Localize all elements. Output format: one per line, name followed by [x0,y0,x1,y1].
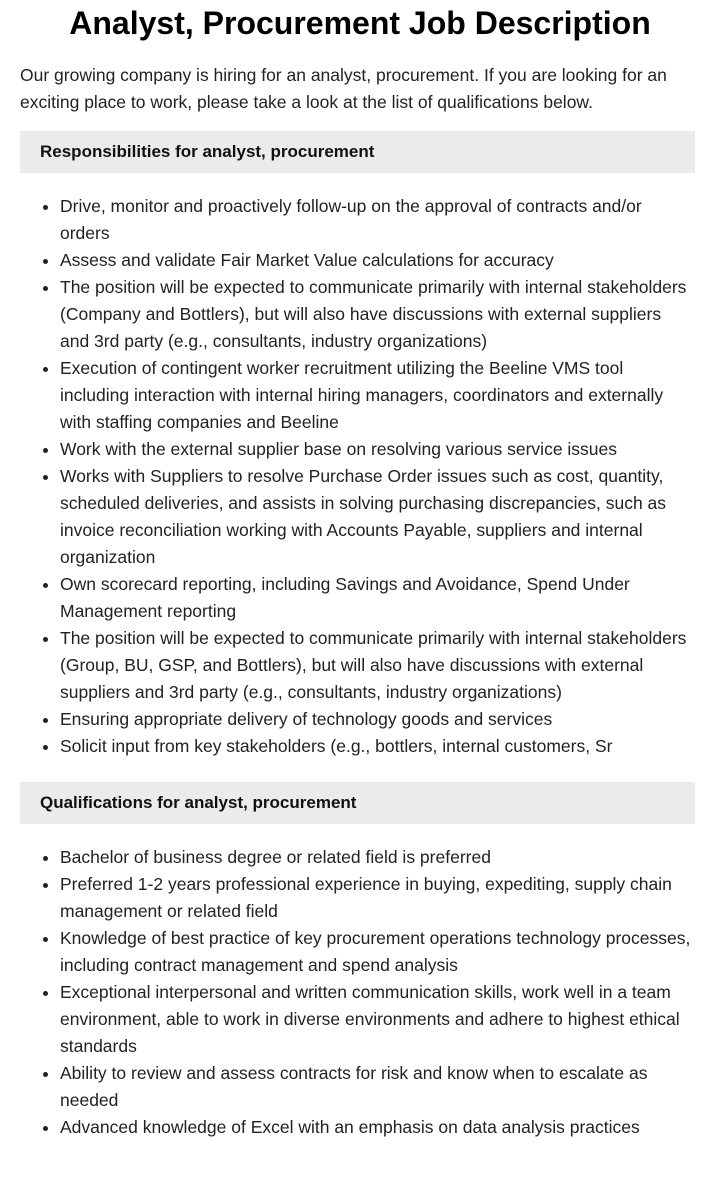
list-item: • Own scorecard reporting, including Savings and Avoidance, Spend Under Management reporting [60,571,692,625]
list-item: • Exceptional interpersonal and written communication skills, work well in a team environment, able to work in diverse environments and adhere to highest ethical standards [60,979,692,1060]
list-item: • Solicit input from key stakeholders (e.g., bottlers, internal customers, Sr [60,733,692,760]
list-item: • Knowledge of best practice of key procurement operations technology processes, including contract management and spend analysis [60,925,692,979]
list-item: • Execution of contingent worker recruitment utilizing the Beeline VMS tool including interaction with internal hiring managers, coordinators and externally with staffing companies and Beeline [60,355,692,436]
list-item: • Preferred 1-2 years professional experience in buying, expediting, supply chain management or related field [60,871,692,925]
responsibilities-list [20,193,692,760]
responsibilities-heading: Responsibilities for analyst, procurement [20,131,695,173]
list-item: • Ability to review and assess contracts for risk and know when to escalate as needed [60,1060,692,1114]
list-item: • The position will be expected to communicate primarily with internal stakeholders (Group, BU, GSP, and Bottlers), but will also have discussions with external suppliers and 3rd party (e.g., consultants, industry organizations) [60,625,692,706]
list-item: • Assess and validate Fair Market Value calculations for accuracy [60,247,692,274]
qualifications-list [20,844,692,1141]
list-item: • The position will be expected to communicate primarily with internal stakeholders (Company and Bottlers), but will also have discussions with external suppliers and 3rd party (e.g., consultants, industry organizations) [60,274,692,355]
list-item: • Drive, monitor and proactively follow-up on the approval of contracts and/or orders [60,193,692,247]
qualifications-heading: Qualifications for analyst, procurement [20,782,695,824]
page-title: Analyst, Procurement Job Description [69,5,651,41]
list-item: • Advanced knowledge of Excel with an emphasis on data analysis practices [60,1114,692,1141]
list-item: • Works with Suppliers to resolve Purchase Order issues such as cost, quantity, scheduled deliveries, and assists in solving purchasing discrepancies, such as invoice reconciliation working with Accounts Payable, suppliers and internal organization [60,463,692,571]
intro-paragraph: Our growing company is hiring for an analyst, procurement. If you are looking for an exciting place to work, please take a look at the list of qualifications below. [20,65,667,112]
list-item: • Bachelor of business degree or related field is preferred [60,844,692,871]
list-item: • Ensuring appropriate delivery of technology goods and services [60,706,692,733]
list-item: • Work with the external supplier base on resolving various service issues [60,436,692,463]
